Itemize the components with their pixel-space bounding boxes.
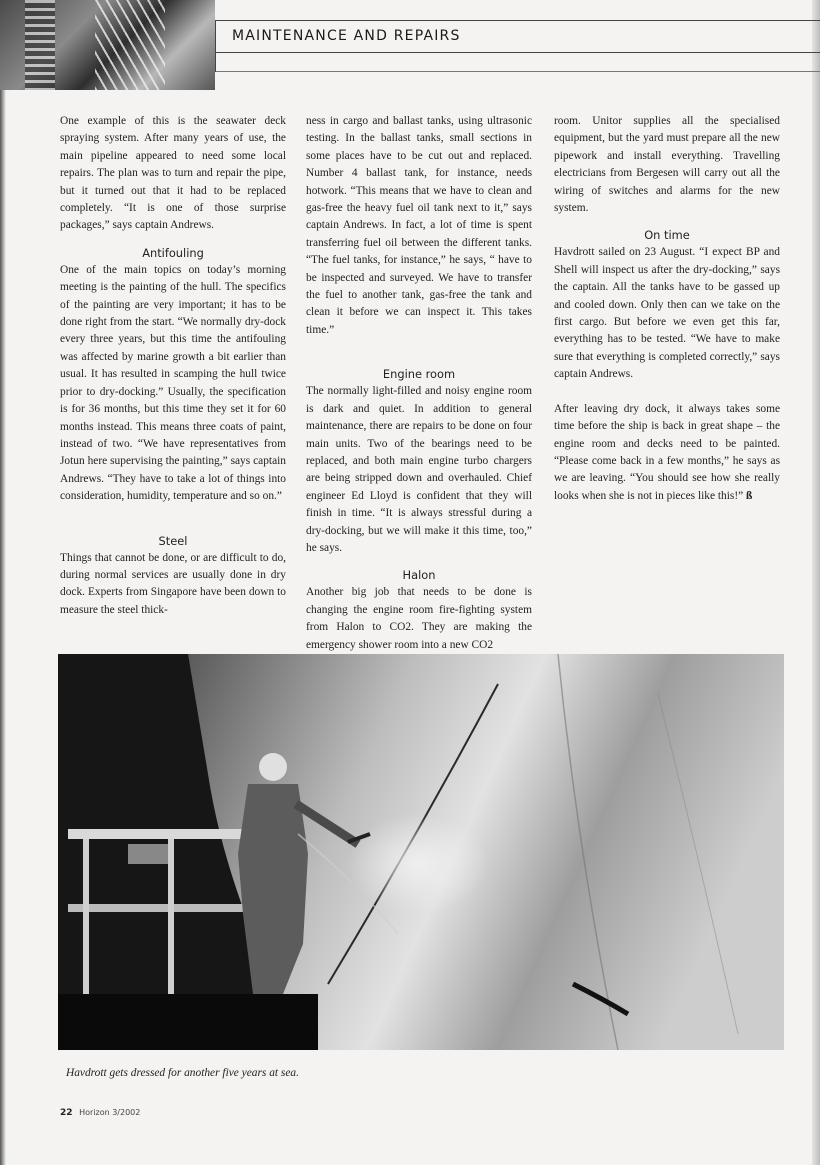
photo-illustration bbox=[58, 654, 784, 1050]
text-column-2 bbox=[306, 113, 532, 654]
subheading-on-time: On time bbox=[644, 228, 690, 243]
header-thumbnail-image bbox=[0, 0, 215, 90]
paragraph: room. Unitor supplies all the specialised equipment, but the yard must prepare all the new pipework and install everything. Travelling electricians from Bergesen will carry out all the wiring of switches and alarms for the new system. bbox=[554, 115, 780, 215]
railing-graphic bbox=[95, 0, 165, 90]
paragraph bbox=[554, 401, 780, 505]
paragraph: One of the main topics on today’s morning meeting is the painting of the hull. The specifics of the painting are very important; it has to be done right from the start. “We normally dry-dock every three years, but this time the antifouling was affected by marine growth a bit earlier than usual. It has resulted in scamping the hull twice prior to dry-docking.” Usually, the specification is for 36 months, but this time they set it for 60 months instead. This means three coats of paint, instead of two. “We have representatives from Jotun here supervising the painting,” says captain Andrews. “They have to take a lot of things into consideration, humidity, temperature and so on.” bbox=[60, 263, 286, 503]
paragraph-text: After leaving dry dock, it always takes some time before the ship is back in great shape – the engine room and decks need to be painted. “Please come back in a few months,” he says as we are leaving. “You should see how she really looks when she is not in pieces like this!” bbox=[554, 402, 780, 502]
paragraph: Things that cannot be done, or are difficult to do, during normal services are usually done in dry dock. Experts from Singapore have been down to measure the steel thick- bbox=[60, 551, 286, 616]
subheading-steel: Steel bbox=[158, 533, 188, 548]
subheading-antifouling: Antifouling bbox=[142, 245, 204, 260]
text-column-3 bbox=[554, 113, 780, 505]
paragraph: The normally light-filled and noisy engine room is dark and quiet. In addition to general maintenance, there are repairs to be done on four main units. Two of the bearings need to be replaced, and both main engine turbo chargers are being stripped down and overhauled. Chief engineer Ed Lloyd is confident that they will finish in time. “It is always stressful during a dry-docking, but we will make it this time, too,” he says. bbox=[306, 385, 532, 554]
header-rule-top bbox=[215, 20, 820, 21]
subheading-halon: Halon bbox=[402, 568, 436, 583]
section-title: MAINTENANCE AND REPAIRS bbox=[232, 28, 461, 44]
header-rule-vertical bbox=[215, 20, 216, 72]
header-rule-bottom bbox=[215, 71, 820, 72]
text-column-1 bbox=[60, 113, 286, 619]
paragraph: Another big job that needs to be done is changing the engine room fire-fighting system from Halon to CO2. They are making the emergency shower room into a new CO2 bbox=[306, 586, 532, 651]
page-footer bbox=[60, 1108, 140, 1118]
stairway-graphic bbox=[25, 0, 55, 90]
page-binding-shadow bbox=[0, 0, 6, 1165]
paragraph: ness in cargo and ballast tanks, using ultrasonic testing. In the ballast tanks, small sections in some places have to be cut out and replaced. Number 4 ballast tank, for instance, needs hotwork. “This means that we have to clean and gas-free the heavy fuel oil tank next to it,” says captain Andrews. In fact, a lot of time is spent transferring fuel oil between the different tanks. “The fuel tanks, for instance,” he says, “ have to be inspected and surveyed. We have to transfer the fuel to another tank, gas-free the tank and clean it before we can inspect it. This takes time.” bbox=[306, 115, 532, 336]
page-edge bbox=[812, 0, 820, 1165]
page-number: 22 bbox=[60, 1108, 73, 1118]
subheading-engine-room: Engine room bbox=[382, 367, 456, 382]
publication-issue: Horizon 3/2002 bbox=[79, 1108, 141, 1117]
photo-caption: Havdrott gets dressed for another five years at sea. bbox=[66, 1067, 299, 1079]
paragraph: One example of this is the seawater deck spraying system. After many years of use, the main pipeline appeared to need some local repairs. The plan was to turn and repair the pipe, but it turned out that it had to be replaced completely. “It is one of those surprise packages,” says captain Andrews. bbox=[60, 115, 286, 232]
end-mark-logo: ß bbox=[746, 489, 753, 502]
header-rule-middle bbox=[215, 52, 820, 53]
hull-painting-photo bbox=[58, 654, 784, 1050]
paragraph: Havdrott sailed on 23 August. “I expect BP and Shell will inspect us after the dry-docking,” says the captain. All the tanks have to be gassed up and cooled down. Only then can we take on the first cargo. But before we even get this far, everything has to be tested. “We have to make sure that everything is completed correctly,” says captain Andrews. bbox=[554, 246, 780, 381]
